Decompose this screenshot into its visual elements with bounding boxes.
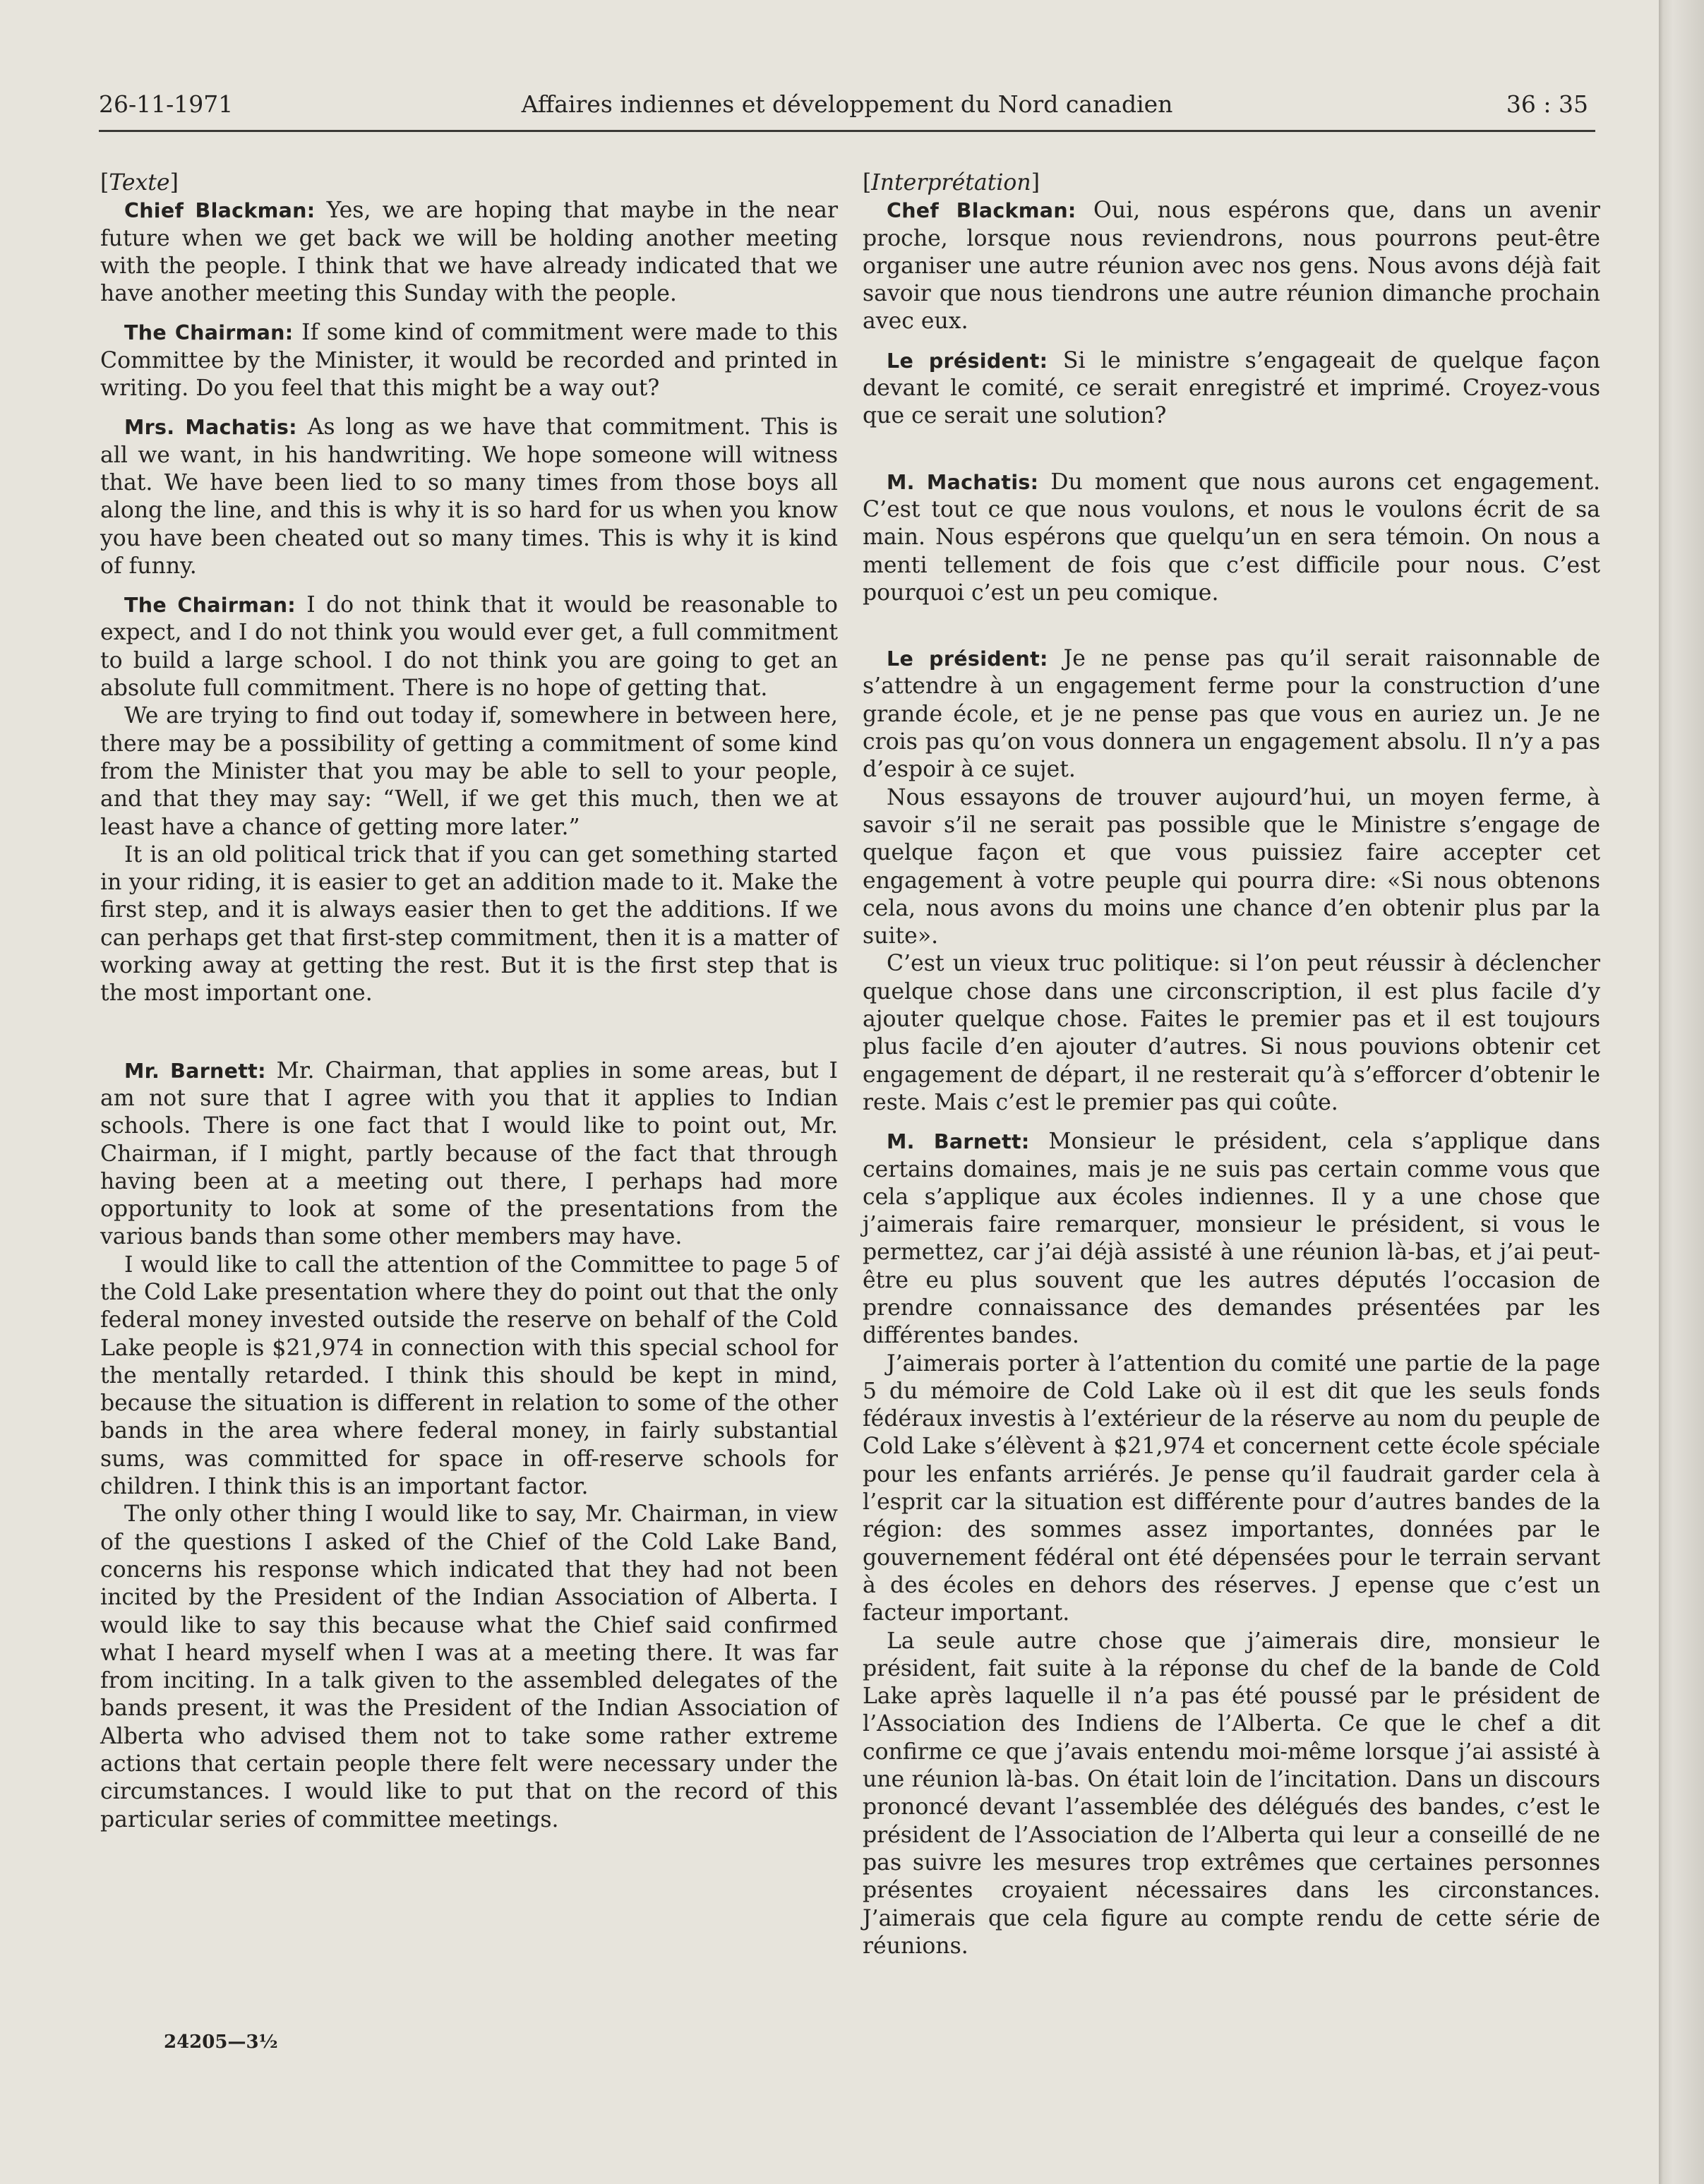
paragraph: J’aimerais porter à l’attention du comité une partie de la page 5 du mémoire de Cold Lake où il est dit que les seuls fonds fédéraux investis à l’extérieur de la réserve au nom du peuple de Cold Lake s’élèvent à $21,974 et concernent cette école spéciale pour les enfants arriérés. Je pense qu’il faudrait garder cela à l’esprit car la situation est différente pour d’autres bandes de la région: des sommes assez importantes, données par le gouvernement fédéral ont été dépensées pour le terrain servant à des écoles en dehors des réserves. J epense que c’est un facteur important. (863, 1350, 1600, 1626)
paragraph: Le président: Je ne pense pas qu’il serait raisonnable de s’attendre à un engagement ferme pour la construction d’une grande école, et je ne pense pas que vous en auriez un. Je ne crois pas qu’on vous donnera un engagement absolu. Il n’y a pas d’espoir à ce sujet. (863, 646, 1600, 783)
page-edge (1659, 0, 1704, 2184)
paragraph: Nous essayons de trouver aujourd’hui, un moyen ferme, à savoir s’il ne serait pas possible que le Ministre s’engage de quelque façon et que vous puissiez faire accepter cet engagement à votre peuple qui pourra dire: «Si nous obtenons cela, nous avons du moins une chance d’en obtenir plus par la suite». (863, 784, 1600, 949)
speaker-name: Le président: (887, 349, 1048, 373)
paragraph: Chief Blackman: Yes, we are hoping that maybe in the near future when we get back we will be holding another meeting with the people. I think that we have already indicated that we have another meeting this Sunday with the people. (100, 198, 839, 307)
print-code: 24205—3½ (164, 2032, 278, 2053)
paragraph: The Chairman: I do not think that it would be reasonable to expect, and I do not think you would ever get, a full commitment to build a large school. I do not think you are going to get an absolute full commitment. There is no hope of getting that. (100, 592, 838, 702)
header-date: 26-11-1971 (99, 90, 234, 118)
header-page-number: 36 : 35 (1506, 90, 1588, 118)
paragraph: The Chairman: If some kind of commitment were made to this Committee by the Minister, it would be recorded and printed in writing. Do you feel that this might be a way out? (100, 320, 838, 402)
paragraph: M. Machatis: Du moment que nous aurons cet engagement. C’est tout ce que nous voulons, et nous le voulons écrit de sa main. Nous espérons que quelqu’un en sera témoin. On nous a menti tellement de fois que c’est difficile pour nous. C’est pourquoi c’est un peu comique. (863, 469, 1600, 606)
speaker-name: Chief Blackman: (124, 199, 316, 223)
paragraph: The only other thing I would like to say, Mr. Chairman, in view of the questions I asked of the Chief of the Cold Lake Band, concerns his response which indicated that they had not been incited by the President of the Indian Association of Alberta. I would like to say this because what the Chief said confirmed what I heard myself when I was at a meeting there. It was far from inciting. In a talk given to the assembled delegates of the bands present, it was the President of the Indian Association of Alberta who advised them not to take some rather extreme actions that certain people there felt were necessary under the circumstances. I would like to put that on the record of this particular series of committee meetings. (100, 1501, 838, 1832)
paragraph: I would like to call the attention of the Committee to page 5 of the Cold Lake presentation where they do point out that the only federal money invested outside the reserve on behalf of the Cold Lake people is $21,974 in connection with this special school for the mentally retarded. I think this should be kept in mind, because the situation is different in relation to some of the other bands in the area where federal money, in fairly substantial sums, was committed for space in off-reserve schools for children. I think this is an important factor. (100, 1252, 838, 1500)
english-column (100, 169, 838, 1834)
speaker-name: The Chairman: (124, 594, 296, 618)
paragraph: M. Barnett: Monsieur le président, cela s’applique dans certains domaines, mais je ne suis pas certain comme vous que cela s’applique aux écoles indiennes. Il y a une chose que j’aimerais faire remarquer, monsieur le président, si vous le permettez, car j’ai déjà assisté à une réunion là-bas, et j’ai peut-être eu plus souvent que les autres députés l’occasion de prendre connaissance des demandes présentées par les différentes bandes. (863, 1129, 1600, 1349)
section-tag: [Texte] (100, 170, 179, 196)
paragraph: C’est un vieux truc politique: si l’on peut réussir à déclencher quelque chose dans une circonscription, il est plus facile d’y ajouter quelque chose. Faites le premier pas et il est toujours plus facile d’en ajouter d’autres. Si nous pouvions obtenir cet engagement de départ, il ne resterait qu’à s’efforcer d’obtenir le reste. Mais c’est le premier pas qui coûte. (863, 951, 1600, 1115)
paragraph: Chef Blackman: Oui, nous espérons que, dans un avenir proche, lorsque nous reviendrons, nous pourrons peut-être organiser une autre réunion avec nos gens. Nous avons déjà fait savoir que nous tiendrons une autre réunion dimanche prochain avec eux. (863, 198, 1600, 335)
paragraph: Le président: Si le ministre s’engageait de quelque façon devant le comité, ce serait enregistré et imprimé. Croyez-vous que ce serait une solution? (863, 347, 1601, 429)
french-column (863, 169, 1600, 1960)
paragraph: It is an old political trick that if you can get something started in your riding, it is easier to get an addition made to it. Make the first step, and it is always easier then to get the additions. If we can perhaps get that first-step commitment, then it is a matter of working away at getting the rest. But it is the first step that is the most important one. (100, 841, 838, 1007)
speaker-name: The Chairman: (124, 321, 294, 345)
running-header (99, 90, 1595, 132)
speaker-name: M. Machatis: (887, 470, 1039, 494)
paragraph: We are trying to find out today if, somewhere in between here, there may be a possibility of getting a commitment of some kind from the Minister that you may be able to sell to your people, and that they may say: “Well, if we get this much, then we at least have a chance of getting more later.” (100, 703, 838, 840)
speaker-name: Chef Blackman: (887, 199, 1076, 223)
speaker-name: Mr. Barnett: (124, 1059, 266, 1083)
speaker-name: Mrs. Machatis: (124, 416, 297, 440)
paragraph: Mr. Barnett: Mr. Chairman, that applies in some areas, but I am not sure that I agree with you that it applies to Indian schools. There is one fact that I would like to point out, Mr. Chairman, if I might, partly because of the fact that through having been at a meeting out there, I perhaps had more opportunity to look at some of the presentations from the various bands than some other members may have. (100, 1057, 838, 1250)
speaker-name: M. Barnett: (887, 1130, 1030, 1154)
section-tag: [Interprétation] (863, 170, 1040, 196)
paragraph: Mrs. Machatis: As long as we have that commitment. This is all we want, in his handwriting. We hope someone will witness that. We have been lied to so many times from those boys all along the line, and this is why it is so hard for us when you know you have been cheated out so many times. This is why it is kind of funny. (100, 414, 838, 579)
header-title: Affaires indiennes et développement du Nord canadien (521, 90, 1173, 118)
paragraph: La seule autre chose que j’aimerais dire, monsieur le président, fait suite à la réponse du chef de la bande de Cold Lake après laquelle il n’a pas été poussé par le président de l’Association des Indiens de l’Alberta. Ce que le chef a dit confirme ce que j’avais entendu moi-même lorsque j’ai assisté à une réunion là-bas. On était loin de l’incitation. Dans un discours prononcé devant l’assemblée des délégués des bandes, c’est le président de l’Association de l’Alberta qui leur a conseillé de ne pas suivre les mesures trop extrêmes que certaines personnes présentes croyaient nécessaires dans les circonstances. J’aimerais que cela figure au compte rendu de cette série de réunions. (863, 1628, 1600, 1959)
speaker-name: Le président: (887, 647, 1048, 671)
